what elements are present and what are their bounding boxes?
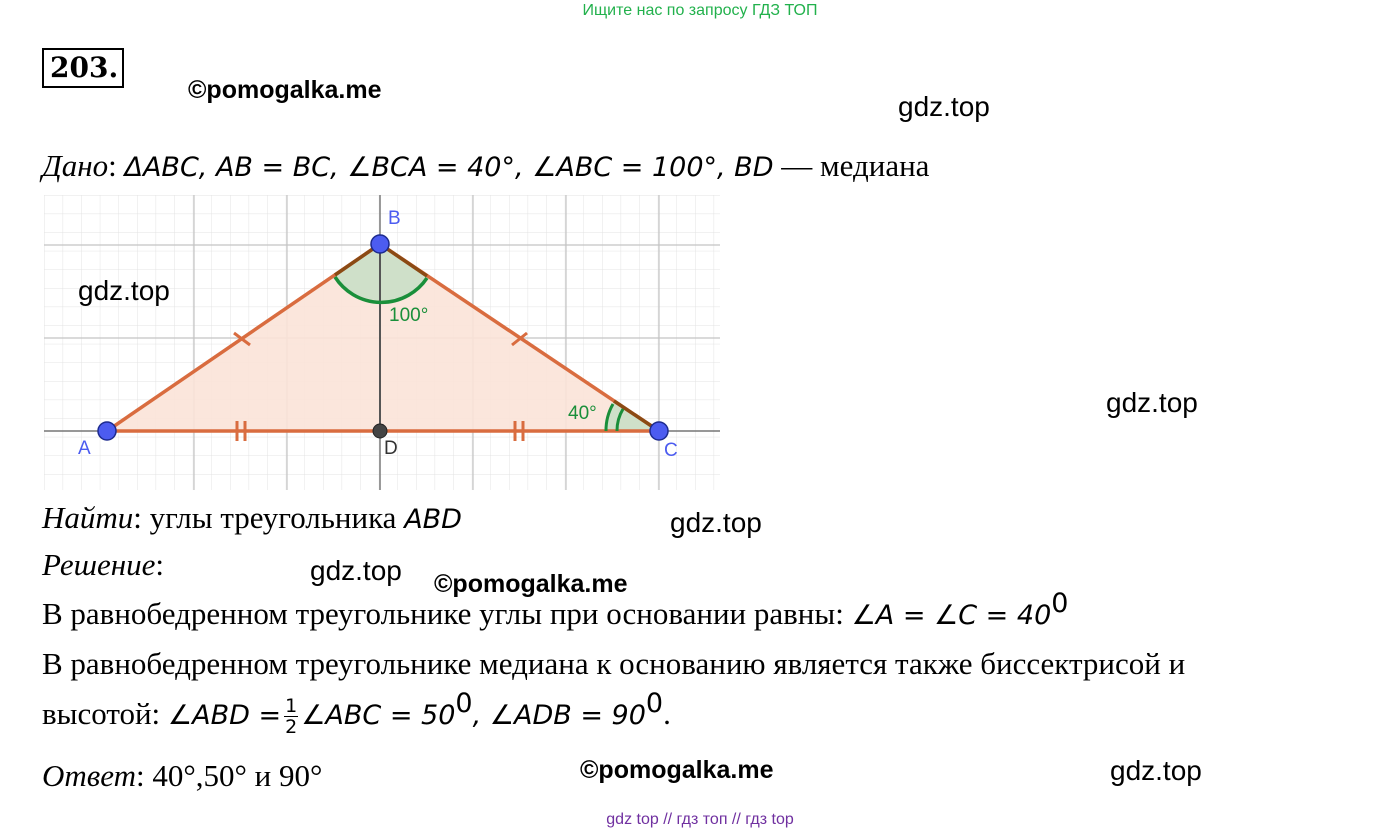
watermark-pomogalka-3: ©pomogalka.me bbox=[580, 756, 774, 784]
given-label: Дано bbox=[42, 148, 109, 183]
watermark-gdz-6: gdz.top bbox=[1110, 755, 1202, 786]
angle-b-label: 100° bbox=[389, 305, 429, 326]
solution-line-3-sup-b: 0 bbox=[455, 688, 473, 719]
label-b: B bbox=[388, 208, 401, 229]
find-line: Найти: углы треугольника ABD bbox=[42, 500, 462, 535]
fraction-one-half: $\frac{1}{2}$ bbox=[285, 695, 298, 739]
solution-line-1-text: В равнобедренном треугольнике углы при основании равны: bbox=[42, 596, 844, 631]
solution-line-3-math-a: ∠ABD = bbox=[167, 700, 282, 731]
find-text: углы треугольника bbox=[149, 500, 397, 535]
watermark-gdz-1: gdz.top bbox=[898, 91, 990, 122]
search-banner: Ищите нас по запросу ГДЗ ТОП bbox=[582, 2, 818, 19]
solution-line-3 bbox=[42, 688, 671, 739]
given-line: Дано: ΔABC, AB = BC, ∠BCA = 40°, ∠ABC = 100°, BD — медиана bbox=[42, 148, 930, 183]
point-d bbox=[373, 424, 387, 438]
given-math: ΔABC, AB = BC, ∠BCA = 40°, ∠ABC = 100°, BD bbox=[124, 152, 774, 183]
problem-number: 203. bbox=[42, 48, 124, 88]
footer-links: gdz top // гдз топ // гдз top bbox=[606, 811, 794, 828]
triangle-figure bbox=[44, 195, 720, 490]
label-d: D bbox=[384, 438, 398, 459]
point-c bbox=[650, 422, 668, 440]
solution-line-3-math-b: ∠ABC = 50 bbox=[301, 700, 456, 731]
find-label: Найти bbox=[42, 500, 134, 535]
find-math: ABD bbox=[404, 504, 462, 535]
point-a bbox=[98, 422, 116, 440]
label-c: C bbox=[664, 440, 678, 461]
watermark-pomogalka-1: ©pomogalka.me bbox=[188, 76, 382, 104]
solution-heading: Решение: bbox=[42, 547, 164, 582]
answer-text: 40°,50° и 90° bbox=[152, 758, 323, 793]
watermark-pomogalka-2: ©pomogalka.me bbox=[434, 570, 628, 598]
solution-line-3-sup-c: 0 bbox=[645, 688, 664, 719]
solution-line-1-sup: 0 bbox=[1051, 588, 1069, 619]
answer-line: Ответ: 40°,50° и 90° bbox=[42, 758, 323, 793]
solution-line-1 bbox=[42, 588, 1069, 632]
watermark-gdz-3: gdz.top bbox=[1106, 387, 1198, 418]
solution-line-3-text: высотой: bbox=[42, 696, 161, 731]
solution-line-1-math: ∠A = ∠C = 40 bbox=[851, 600, 1052, 631]
watermark-gdz-2: gdz.top bbox=[78, 275, 170, 306]
solution-line-3-end: . bbox=[663, 696, 671, 731]
label-a: A bbox=[78, 438, 91, 459]
solution-line-3-math-c: , ∠ADB = 90 bbox=[472, 700, 646, 731]
point-b bbox=[371, 235, 389, 253]
solution-label: Решение bbox=[42, 547, 156, 582]
watermark-gdz-4: gdz.top bbox=[670, 507, 762, 538]
given-suffix: — медиана bbox=[781, 148, 930, 183]
answer-label: Ответ bbox=[42, 758, 136, 793]
solution-line-2: В равнобедренном треугольнике медиана к основанию является также биссектрисой и bbox=[42, 646, 1186, 681]
watermark-gdz-5: gdz.top bbox=[310, 555, 402, 586]
angle-c-label: 40° bbox=[568, 403, 597, 424]
